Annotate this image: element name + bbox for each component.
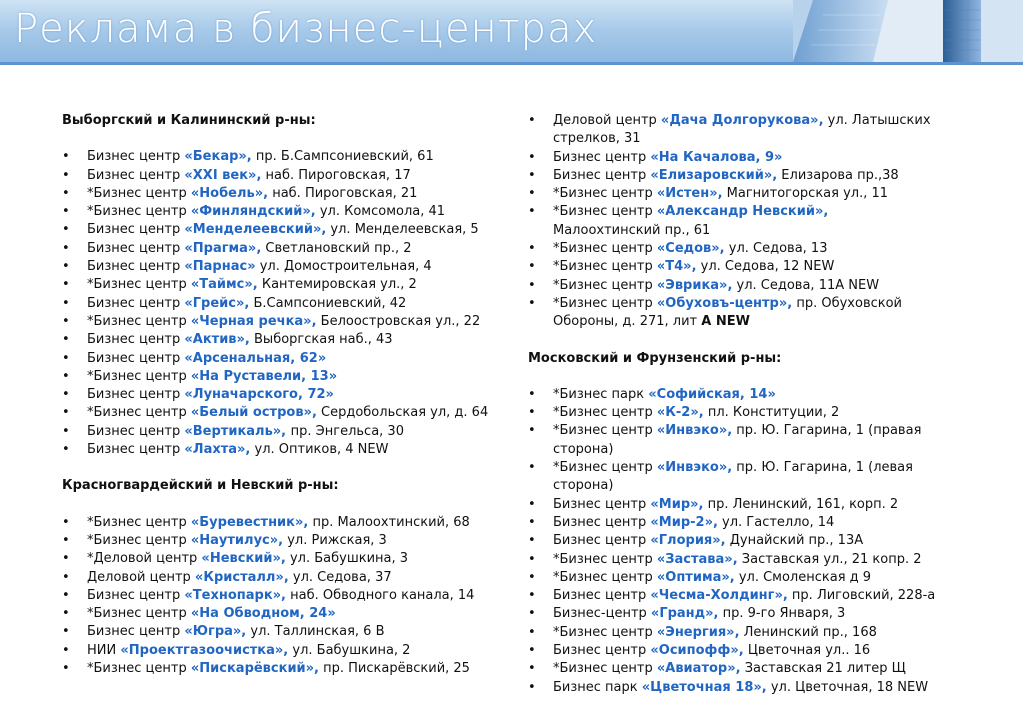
list-item: • *Бизнес центр «Энергия», Ленинский пр., 168 (528, 624, 968, 642)
list-item: • *Бизнес центр «Таймс», Кантемировская ул., 2 (62, 276, 502, 294)
list-moskovsky (528, 386, 968, 697)
list-item: • *Бизнес центр «Седов», ул. Седова, 13 (528, 240, 968, 258)
list-item: • *Бизнес центр «Буревестник», пр. Малоохтинский, 68 (62, 514, 502, 532)
list-item: • *Бизнес центр «Наутилус», ул. Рижская, 3 (62, 532, 502, 550)
section-heading-krasnogvardeysky: Красногвардейский и Невский р-ны: (62, 478, 339, 494)
list-item: • Деловой центр «Кристалл», ул. Седова, 37 (62, 569, 502, 587)
list-item: • *Бизнес центр «Эврика», ул. Седова, 11А NEW (528, 277, 968, 295)
list-item: • Бизнес центр «Луначарского, 72» (62, 386, 502, 404)
list-item: • *Бизнес центр «Инвэко», пр. Ю. Гагарина, 1 (правая сторона) (528, 422, 968, 459)
list-item: • Бизнес центр «Мир», пр. Ленинский, 161, корп. 2 (528, 496, 968, 514)
list-item: • *Бизнес центр «Застава», Заставская ул., 21 копр. 2 (528, 551, 968, 569)
list-item: • Бизнес центр «Актив», Выборгская наб., 43 (62, 331, 502, 349)
page-title: Реклама в бизнес-центрах (14, 6, 598, 52)
list-item: • Бизнес центр «На Качалова, 9» (528, 149, 968, 167)
section-heading-vyborgsky: Выборгский и Калининский р-ны: (62, 113, 316, 128)
list-item: • *Бизнес центр «Истен», Магнитогорская ул., 11 (528, 185, 968, 203)
list-item: • Бизнес центр «Парнас» ул. Домостроительная, 4 (62, 258, 502, 276)
list-item: • Бизнес центр «Елизаровский», Елизарова пр.,38 (528, 167, 968, 185)
list-item: • *Бизнес парк «Софийская, 14» (528, 386, 968, 404)
list-item: • *Деловой центр «Невский», ул. Бабушкина, 3 (62, 550, 502, 568)
list-item: • Бизнес центр «Глория», Дунайский пр., 13А (528, 532, 968, 550)
list-item: • *Бизнес центр «На Обводном, 24» (62, 605, 502, 623)
section-heading-moskovsky: Московский и Фрунзенский р-ны: (528, 350, 782, 366)
list-vyborgsky (62, 148, 502, 459)
list-krasnogvardeysky-continued (528, 112, 968, 332)
list-item: • Бизнес центр «Осипофф», Цветочная ул.. 16 (528, 642, 968, 660)
list-item: • Бизнес центр «Вертикаль», пр. Энгельса, 30 (62, 423, 502, 441)
list-item: • Бизнес центр «Чесма-Холдинг», пр. Лиговский, 228-а (528, 587, 968, 605)
list-item: • *Бизнес центр «Т4», ул. Седова, 12 NEW (528, 258, 968, 276)
list-item: • Бизнес-центр «Гранд», пр. 9-го Января, 3 (528, 605, 968, 623)
right-column (528, 112, 968, 697)
list-item: • *Бизнес центр «Пискарёвский», пр. Пискарёвский, 25 (62, 660, 502, 678)
list-item: • Бизнес парк «Цветочная 18», ул. Цветочная, 18 NEW (528, 679, 968, 697)
list-item: • Бизнес центр «Прагма», Светлановский пр., 2 (62, 240, 502, 258)
left-column (62, 112, 502, 678)
list-item: • *Бизнес центр «Черная речка», Белоостровская ул., 22 (62, 313, 502, 331)
list-item: • Бизнес центр «Менделеевский», ул. Менделеевская, 5 (62, 221, 502, 239)
buildings-illustration (793, 0, 1023, 62)
list-item: • Бизнес центр «Бекар», пр. Б.Сампсониевский, 61 (62, 148, 502, 166)
list-item: • *Бизнес центр «Инвэко», пр. Ю. Гагарина, 1 (левая сторона) (528, 459, 968, 496)
header-banner (0, 0, 1023, 62)
list-item: • *Бизнес центр «Обуховъ-центр», пр. Обуховской Обороны, д. 271, лит А NEW (528, 295, 968, 332)
list-item: • Бизнес центр «XXI век», наб. Пироговская, 17 (62, 167, 502, 185)
list-item: • *Бизнес центр «Авиатор», Заставская 21 литер Щ (528, 660, 968, 678)
list-item: • *Бизнес центр «Александр Невский», Малоохтинский пр., 61 (528, 203, 968, 240)
list-item: • Бизнес центр «Югра», ул. Таллинская, 6 В (62, 623, 502, 641)
list-item: • НИИ «Проектгазоочистка», ул. Бабушкина, 2 (62, 642, 502, 660)
list-item: • Бизнес центр «Технопарк», наб. Обводного канала, 14 (62, 587, 502, 605)
list-item: • Бизнес центр «Грейс», Б.Сампсониевский, 42 (62, 295, 502, 313)
list-item: • *Бизнес центр «На Руставели, 13» (62, 368, 502, 386)
list-item: • *Бизнес центр «Оптима», ул. Смоленская д 9 (528, 569, 968, 587)
list-item: • Деловой центр «Дача Долгорукова», ул. Латышских стрелков, 31 (528, 112, 968, 149)
list-item: • *Бизнес центр «К-2», пл. Конституции, 2 (528, 404, 968, 422)
list-item: • Бизнес центр «Лахта», ул. Оптиков, 4 NEW (62, 441, 502, 459)
list-item: • Бизнес центр «Арсенальная, 62» (62, 350, 502, 368)
header-divider (0, 62, 1023, 65)
list-item: • *Бизнес центр «Финляндский», ул. Комсомола, 41 (62, 203, 502, 221)
list-item: • Бизнес центр «Мир-2», ул. Гастелло, 14 (528, 514, 968, 532)
list-item: • *Бизнес центр «Белый остров», Сердобольская ул, д. 64 (62, 404, 502, 422)
list-item: • *Бизнес центр «Нобель», наб. Пироговская, 21 (62, 185, 502, 203)
list-krasnogvardeysky (62, 514, 502, 679)
